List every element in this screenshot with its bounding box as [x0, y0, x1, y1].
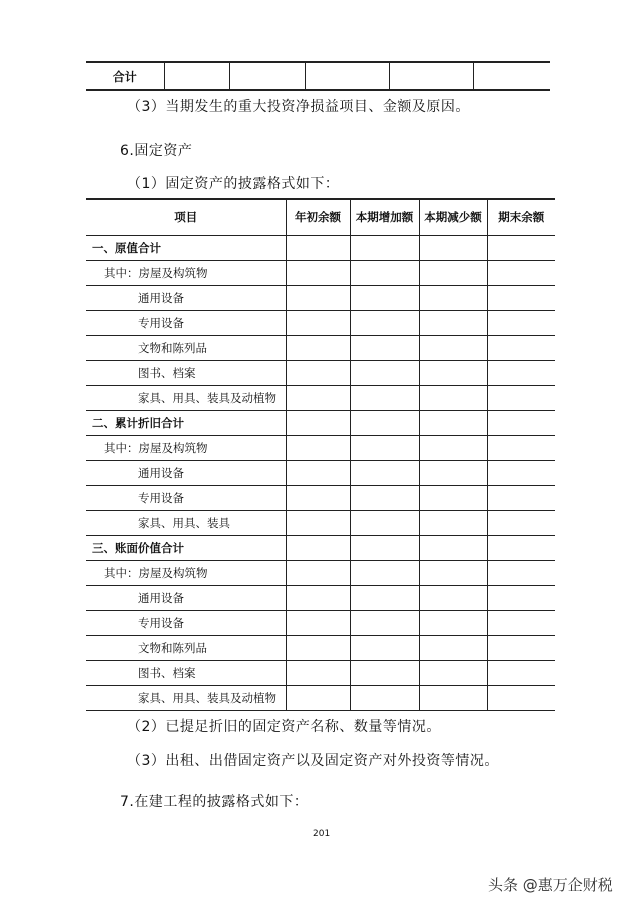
- table-row: [86, 461, 555, 486]
- row-label: 家具、用具、装具及动植物: [86, 686, 286, 711]
- row-label: 二、累计折旧合计: [86, 411, 286, 436]
- value-cell: [419, 361, 487, 386]
- column-header: 本期增加额: [350, 199, 419, 236]
- row-label: 图书、档案: [86, 361, 286, 386]
- value-cell: [286, 436, 350, 461]
- value-cell: [350, 261, 419, 286]
- value-cell: [286, 286, 350, 311]
- value-cell: [419, 636, 487, 661]
- table-row: [86, 511, 555, 536]
- value-cell: [419, 411, 487, 436]
- table-row: [86, 536, 555, 561]
- value-cell: [350, 411, 419, 436]
- value-cell: [419, 661, 487, 686]
- value-cell: [487, 636, 555, 661]
- total-label: 合计: [86, 62, 164, 90]
- table-row: [86, 611, 555, 636]
- value-cell: [286, 486, 350, 511]
- value-cell: [487, 386, 555, 411]
- table-row: [86, 261, 555, 286]
- table-row: [86, 286, 555, 311]
- value-cell: [419, 261, 487, 286]
- value-cell: [286, 561, 350, 586]
- value-cell: [286, 586, 350, 611]
- empty-cell: [164, 62, 229, 90]
- value-cell: [286, 261, 350, 286]
- value-cell: [286, 611, 350, 636]
- paragraph-investment-gains: （3）当期发生的重大投资净损益项目、金额及原因。: [127, 99, 470, 115]
- value-cell: [487, 361, 555, 386]
- paragraph-fully-depreciated: （2）已提足折旧的固定资产名称、数量等情况。: [127, 719, 441, 735]
- section-heading-construction: 7.在建工程的披露格式如下：: [120, 794, 309, 810]
- value-cell: [286, 411, 350, 436]
- value-cell: [487, 311, 555, 336]
- summary-table-fragment: [86, 61, 550, 91]
- row-label: 家具、用具、装具及动植物: [86, 386, 286, 411]
- value-cell: [286, 461, 350, 486]
- row-label: 文物和陈列品: [86, 336, 286, 361]
- value-cell: [286, 686, 350, 711]
- value-cell: [350, 236, 419, 261]
- column-header: 本期减少额: [419, 199, 487, 236]
- row-label: 通用设备: [86, 586, 286, 611]
- fixed-asset-table: [86, 198, 555, 711]
- empty-cell: [473, 62, 550, 90]
- value-cell: [350, 336, 419, 361]
- empty-cell: [305, 62, 389, 90]
- table-header-row: [86, 199, 555, 236]
- value-cell: [487, 411, 555, 436]
- value-cell: [419, 561, 487, 586]
- value-cell: [286, 336, 350, 361]
- table-row: [86, 436, 555, 461]
- value-cell: [350, 636, 419, 661]
- value-cell: [487, 511, 555, 536]
- value-cell: [487, 486, 555, 511]
- value-cell: [419, 511, 487, 536]
- row-label: 其中：房屋及构筑物: [86, 561, 286, 586]
- table-row: [86, 486, 555, 511]
- table-row: [86, 336, 555, 361]
- value-cell: [350, 561, 419, 586]
- value-cell: [487, 586, 555, 611]
- table-row: [86, 686, 555, 711]
- table-row: [86, 561, 555, 586]
- value-cell: [286, 636, 350, 661]
- value-cell: [487, 336, 555, 361]
- value-cell: [286, 661, 350, 686]
- row-label: 其中：房屋及构筑物: [86, 436, 286, 461]
- value-cell: [350, 661, 419, 686]
- value-cell: [487, 461, 555, 486]
- value-cell: [487, 561, 555, 586]
- empty-cell: [229, 62, 305, 90]
- value-cell: [419, 236, 487, 261]
- value-cell: [350, 286, 419, 311]
- value-cell: [419, 536, 487, 561]
- value-cell: [286, 511, 350, 536]
- value-cell: [419, 286, 487, 311]
- value-cell: [350, 386, 419, 411]
- value-cell: [419, 611, 487, 636]
- section-heading-fixed-assets: 6.固定资产: [120, 143, 193, 159]
- value-cell: [350, 486, 419, 511]
- row-label: 其中：房屋及构筑物: [86, 261, 286, 286]
- value-cell: [350, 536, 419, 561]
- value-cell: [487, 536, 555, 561]
- row-label: 专用设备: [86, 611, 286, 636]
- value-cell: [350, 311, 419, 336]
- column-header: 项目: [86, 199, 286, 236]
- row-label: 专用设备: [86, 486, 286, 511]
- column-header: 年初余额: [286, 199, 350, 236]
- value-cell: [419, 686, 487, 711]
- value-cell: [350, 361, 419, 386]
- value-cell: [487, 286, 555, 311]
- row-label: 图书、档案: [86, 661, 286, 686]
- value-cell: [350, 686, 419, 711]
- value-cell: [487, 661, 555, 686]
- value-cell: [350, 436, 419, 461]
- value-cell: [487, 261, 555, 286]
- paragraph-leased-assets: （3）出租、出借固定资产以及固定资产对外投资等情况。: [127, 753, 499, 769]
- value-cell: [286, 311, 350, 336]
- value-cell: [350, 511, 419, 536]
- value-cell: [487, 686, 555, 711]
- value-cell: [350, 461, 419, 486]
- table-row: [86, 586, 555, 611]
- value-cell: [350, 611, 419, 636]
- empty-cell: [389, 62, 473, 90]
- table-row: [86, 411, 555, 436]
- value-cell: [419, 386, 487, 411]
- value-cell: [419, 311, 487, 336]
- value-cell: [487, 236, 555, 261]
- value-cell: [350, 586, 419, 611]
- row-label: 文物和陈列品: [86, 636, 286, 661]
- value-cell: [419, 461, 487, 486]
- value-cell: [286, 386, 350, 411]
- table-row: [86, 661, 555, 686]
- row-label: 一、原值合计: [86, 236, 286, 261]
- table-row: [86, 311, 555, 336]
- table-row: [86, 386, 555, 411]
- value-cell: [419, 336, 487, 361]
- value-cell: [419, 486, 487, 511]
- paragraph-disclosure-format: （1）固定资产的披露格式如下：: [127, 176, 340, 192]
- table-row: [86, 361, 555, 386]
- row-label: 家具、用具、装具: [86, 511, 286, 536]
- total-row: [86, 62, 550, 90]
- value-cell: [286, 361, 350, 386]
- value-cell: [286, 236, 350, 261]
- watermark-logo: 头条 @惠万企财税: [488, 876, 613, 894]
- value-cell: [419, 436, 487, 461]
- row-label: 通用设备: [86, 461, 286, 486]
- value-cell: [419, 586, 487, 611]
- row-label: 三、账面价值合计: [86, 536, 286, 561]
- value-cell: [487, 611, 555, 636]
- row-label: 通用设备: [86, 286, 286, 311]
- page-number: 201: [313, 829, 331, 839]
- column-header: 期末余额: [487, 199, 555, 236]
- row-label: 专用设备: [86, 311, 286, 336]
- value-cell: [487, 436, 555, 461]
- table-row: [86, 636, 555, 661]
- table-row: [86, 236, 555, 261]
- value-cell: [286, 536, 350, 561]
